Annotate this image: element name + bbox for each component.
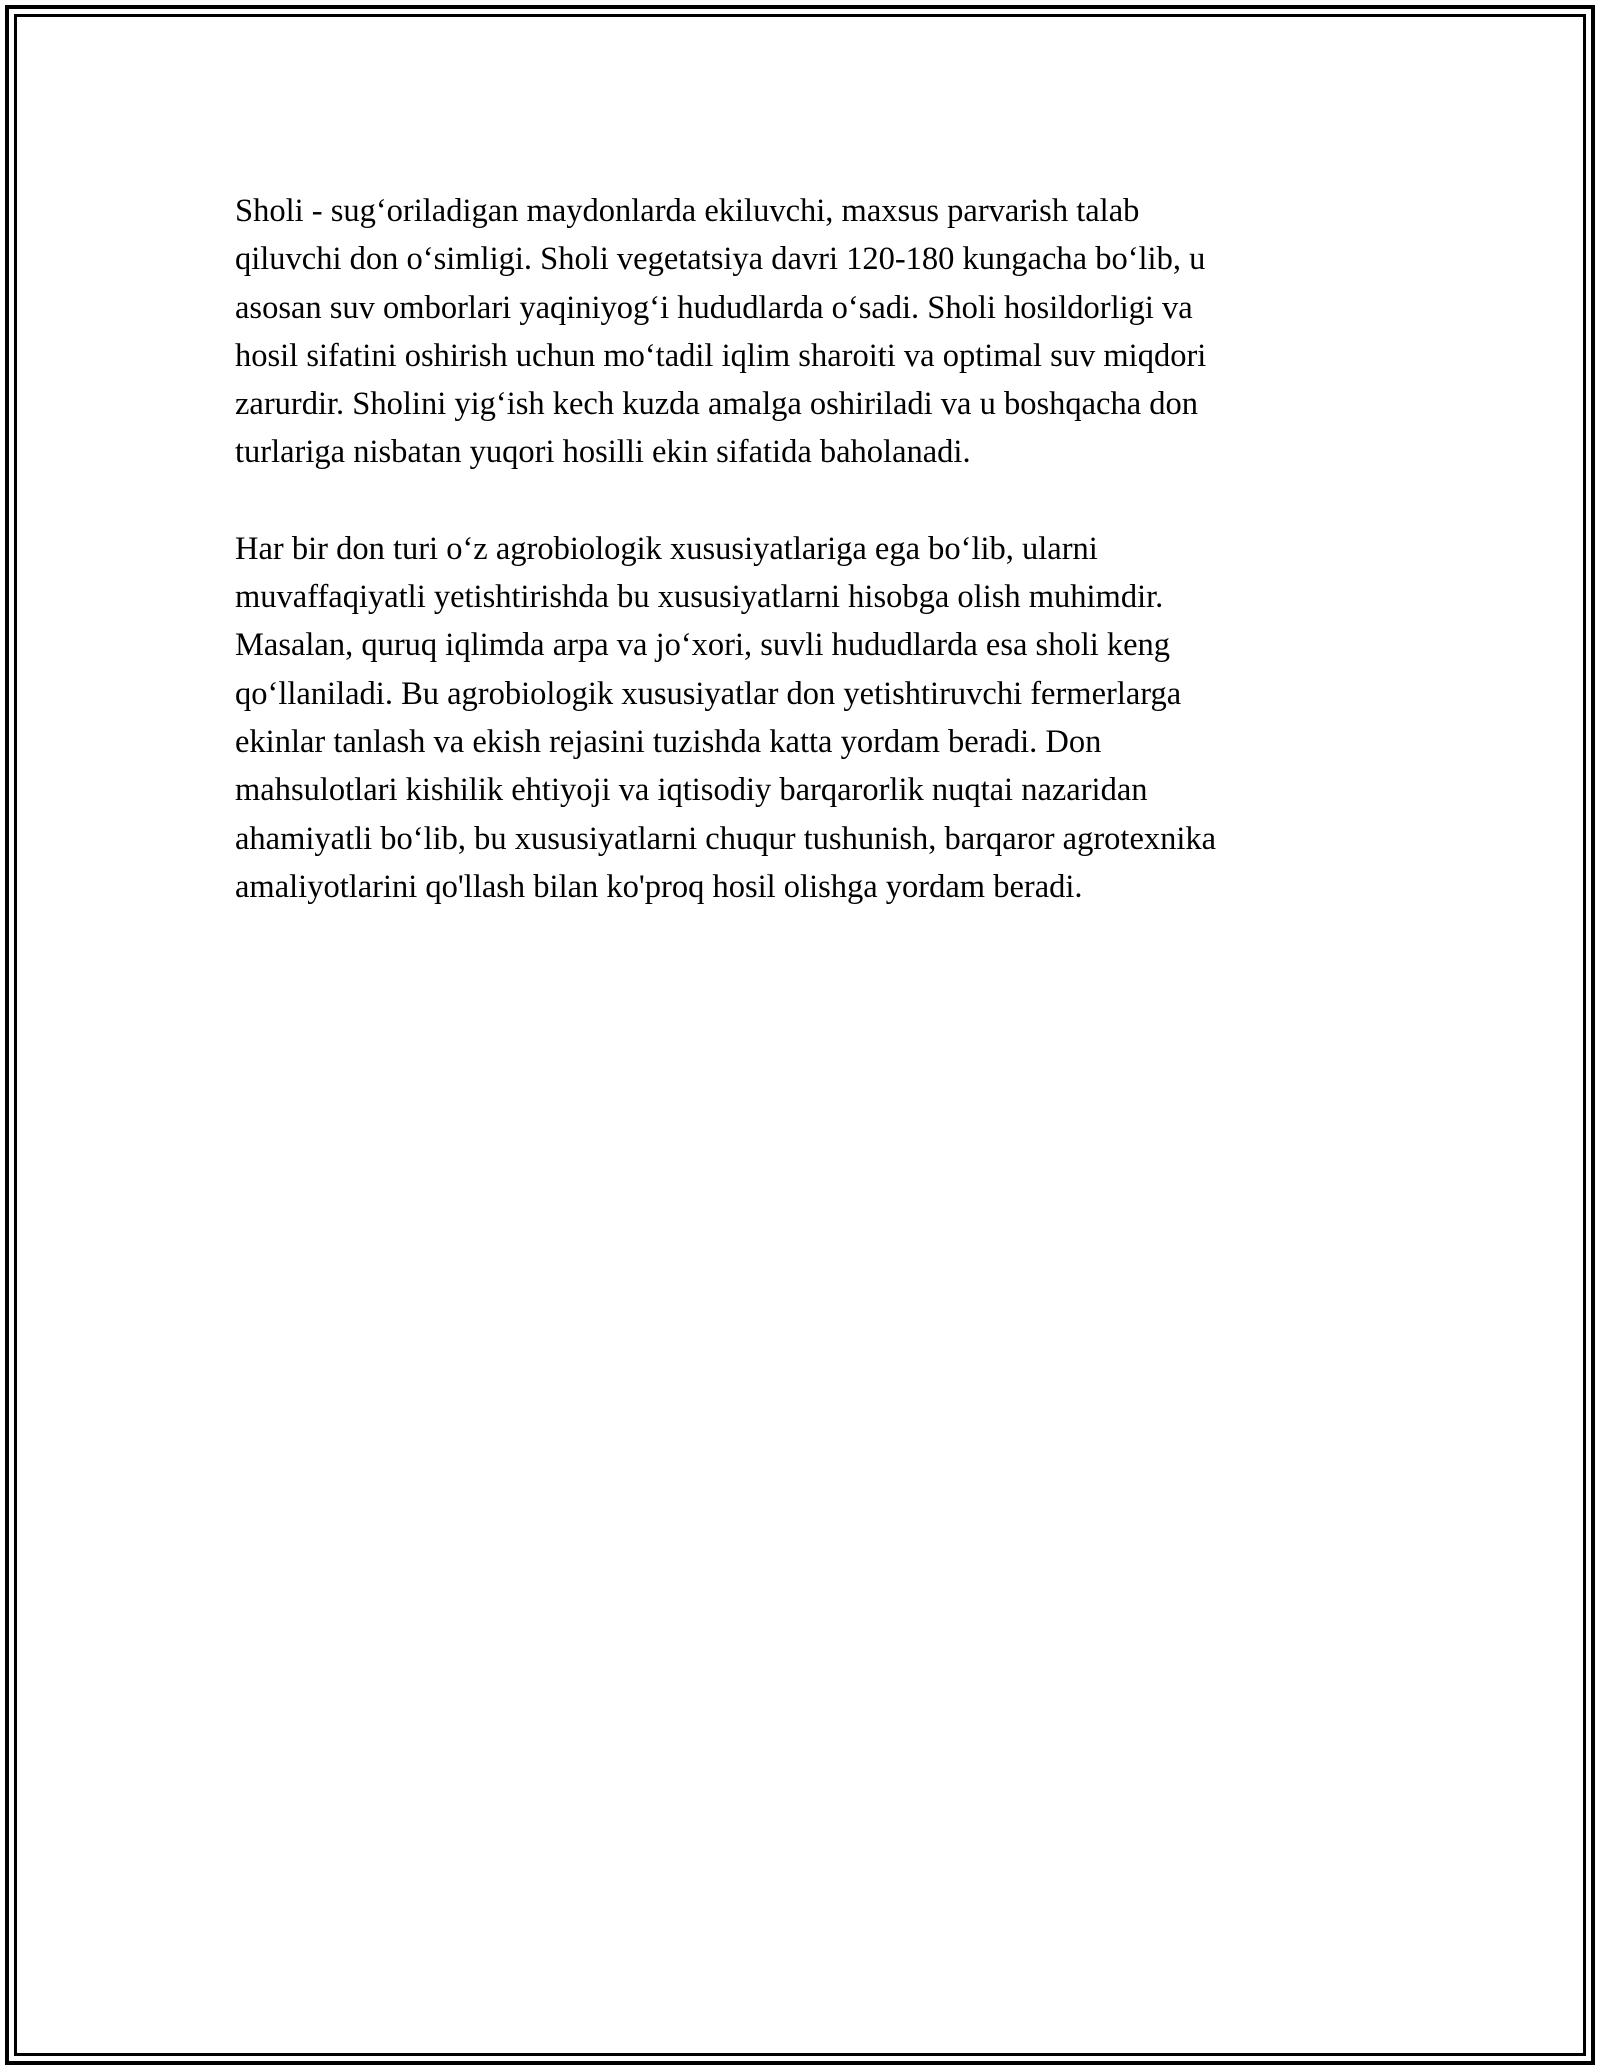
document-body — [235, 187, 1365, 959]
text-line: ekinlar tanlash va ekish rejasini tuzishda katta yordam beradi. Don — [235, 723, 1102, 760]
text-line: qiluvchi don o‘simligi. Sholi vegetatsiya davri 120-180 kungacha bo‘lib, u — [235, 241, 1206, 278]
text-line: Masalan, quruq iqlimda arpa va jo‘xori, suvli hududlarda esa sholi keng — [235, 627, 1171, 664]
text-line: Har bir don turi o‘z agrobiologik xususiyatlariga ega bo‘lib, ularni — [235, 530, 1098, 567]
text-line: Sholi - sug‘oriladigan maydonlarda ekiluvchi, maxsus parvarish talab — [235, 193, 1140, 229]
text-line: mahsulotlari kishilik ehtiyoji va iqtisodiy barqarorlik nuqtai nazaridan — [235, 772, 1148, 809]
text-line: zarurdir. Sholini yig‘ish kech kuzda amalga oshiriladi va u boshqacha don — [235, 386, 1199, 423]
text-line: qo‘llaniladi. Bu agrobiologik xususiyatlar don yetishtiruvchi fermerlarga — [235, 675, 1182, 712]
paragraph-2 — [235, 525, 1365, 911]
paragraph-1 — [235, 187, 1365, 477]
text-line: muvaffaqiyatli yetishtirishda bu xususiyatlarni hisobga olish muhimdir. — [235, 579, 1164, 616]
text-line: turlariga nisbatan yuqori hosilli ekin sifatida baholanadi. — [235, 434, 971, 471]
text-line: ahamiyatli bo‘lib, bu xususiyatlarni chuqur tushunish, barqaror agrotexnika — [235, 820, 1217, 857]
text-line: asosan suv omborlari yaqiniyog‘i hududlarda o‘sadi. Sholi hosildorligi va — [235, 289, 1193, 326]
text-line: hosil sifatini oshirish uchun mo‘tadil iqlim sharoiti va optimal suv miqdori — [235, 337, 1207, 374]
text-line: amaliyotlarini qo'llash bilan ko'proq hosil olishga yordam beradi. — [235, 868, 1083, 905]
